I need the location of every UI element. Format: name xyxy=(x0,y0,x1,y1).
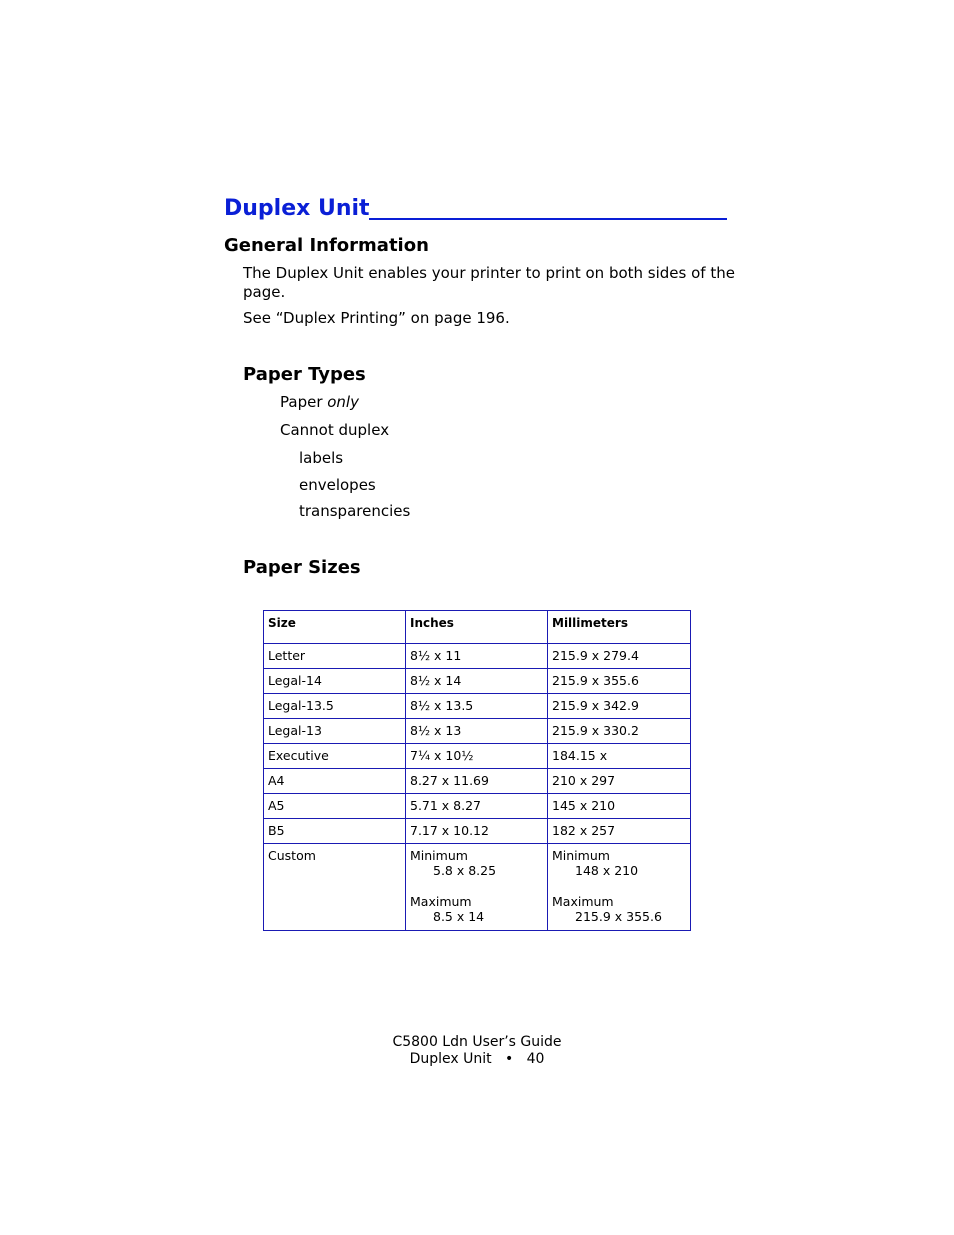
table-row xyxy=(264,744,691,769)
page-footer xyxy=(0,1034,954,1068)
cannot-duplex-item: envelopes xyxy=(299,476,376,494)
table-row xyxy=(264,694,691,719)
only-emphasis: only xyxy=(327,393,359,411)
cell-size: B5 xyxy=(264,819,406,844)
table-row xyxy=(264,769,691,794)
cannot-duplex-item: transparencies xyxy=(299,502,411,520)
footer-bullet: • xyxy=(504,1051,514,1067)
min-value: 148 x 210 xyxy=(575,863,639,878)
cell-millimeters: 210 x 297 xyxy=(548,769,691,794)
min-label: Minimum xyxy=(552,848,610,863)
general-information-heading: General Information xyxy=(224,235,429,256)
table-row xyxy=(264,794,691,819)
cell-inches: 8½ x 13 xyxy=(406,719,548,744)
cannot-duplex-item: labels xyxy=(299,449,344,467)
cell-millimeters: 184.15 x xyxy=(548,744,691,769)
header-size: Size xyxy=(264,611,406,644)
header-inches: Inches xyxy=(406,611,548,644)
header-millimeters: Millimeters xyxy=(548,611,691,644)
footer-page-line xyxy=(0,1051,954,1068)
cell-size: A4 xyxy=(264,769,406,794)
max-label: Maximum xyxy=(552,894,614,909)
see-reference: See “Duplex Printing” on page 196. xyxy=(243,309,510,327)
paper-only-line xyxy=(280,393,359,412)
cell-size: Legal-14 xyxy=(264,669,406,694)
min-label: Minimum xyxy=(410,848,468,863)
cell-size: Legal-13 xyxy=(264,719,406,744)
title-underline xyxy=(369,218,727,220)
cell-millimeters: 215.9 x 342.9 xyxy=(548,694,691,719)
table-row xyxy=(264,719,691,744)
cell-inches: 8½ x 13.5 xyxy=(406,694,548,719)
cell-inches: 8.27 x 11.69 xyxy=(406,769,548,794)
cell-inches-custom xyxy=(406,844,548,931)
cell-size: Executive xyxy=(264,744,406,769)
cell-millimeters: 215.9 x 279.4 xyxy=(548,644,691,669)
cell-inches: 7¼ x 10½ xyxy=(406,744,548,769)
cell-millimeters: 215.9 x 330.2 xyxy=(548,719,691,744)
table-row xyxy=(264,644,691,669)
table-row-custom xyxy=(264,844,691,931)
paper-sizes-heading: Paper Sizes xyxy=(243,557,361,578)
table-row xyxy=(264,669,691,694)
table-row xyxy=(264,819,691,844)
table-header-row xyxy=(264,611,691,644)
max-label: Maximum xyxy=(410,894,472,909)
guide-title: C5800 Ldn User’s Guide xyxy=(392,1034,562,1050)
paper-sizes-table xyxy=(263,610,691,931)
cell-size: Custom xyxy=(264,844,406,931)
cell-millimeters: 215.9 x 355.6 xyxy=(548,669,691,694)
max-value: 215.9 x 355.6 xyxy=(575,909,662,924)
cell-size: Legal-13.5 xyxy=(264,694,406,719)
cell-millimeters: 182 x 257 xyxy=(548,819,691,844)
cell-millimeters-custom xyxy=(548,844,691,931)
max-value: 8.5 x 14 xyxy=(433,909,485,924)
page-title: Duplex Unit xyxy=(224,196,370,221)
cell-inches: 8½ x 14 xyxy=(406,669,548,694)
general-paragraph: The Duplex Unit enables your printer to print on both sides of the page. xyxy=(243,264,735,301)
cell-inches: 8½ x 11 xyxy=(406,644,548,669)
cell-millimeters: 145 x 210 xyxy=(548,794,691,819)
cell-inches: 7.17 x 10.12 xyxy=(406,819,548,844)
footer-section: Duplex Unit xyxy=(409,1051,492,1067)
cannot-duplex-label: Cannot duplex xyxy=(280,421,390,439)
paper-types-heading: Paper Types xyxy=(243,364,366,385)
cell-size: Letter xyxy=(264,644,406,669)
min-value: 5.8 x 8.25 xyxy=(433,863,497,878)
page-number: 40 xyxy=(526,1051,545,1067)
cell-inches: 5.71 x 8.27 xyxy=(406,794,548,819)
cell-size: A5 xyxy=(264,794,406,819)
paper-label: Paper xyxy=(280,393,328,411)
